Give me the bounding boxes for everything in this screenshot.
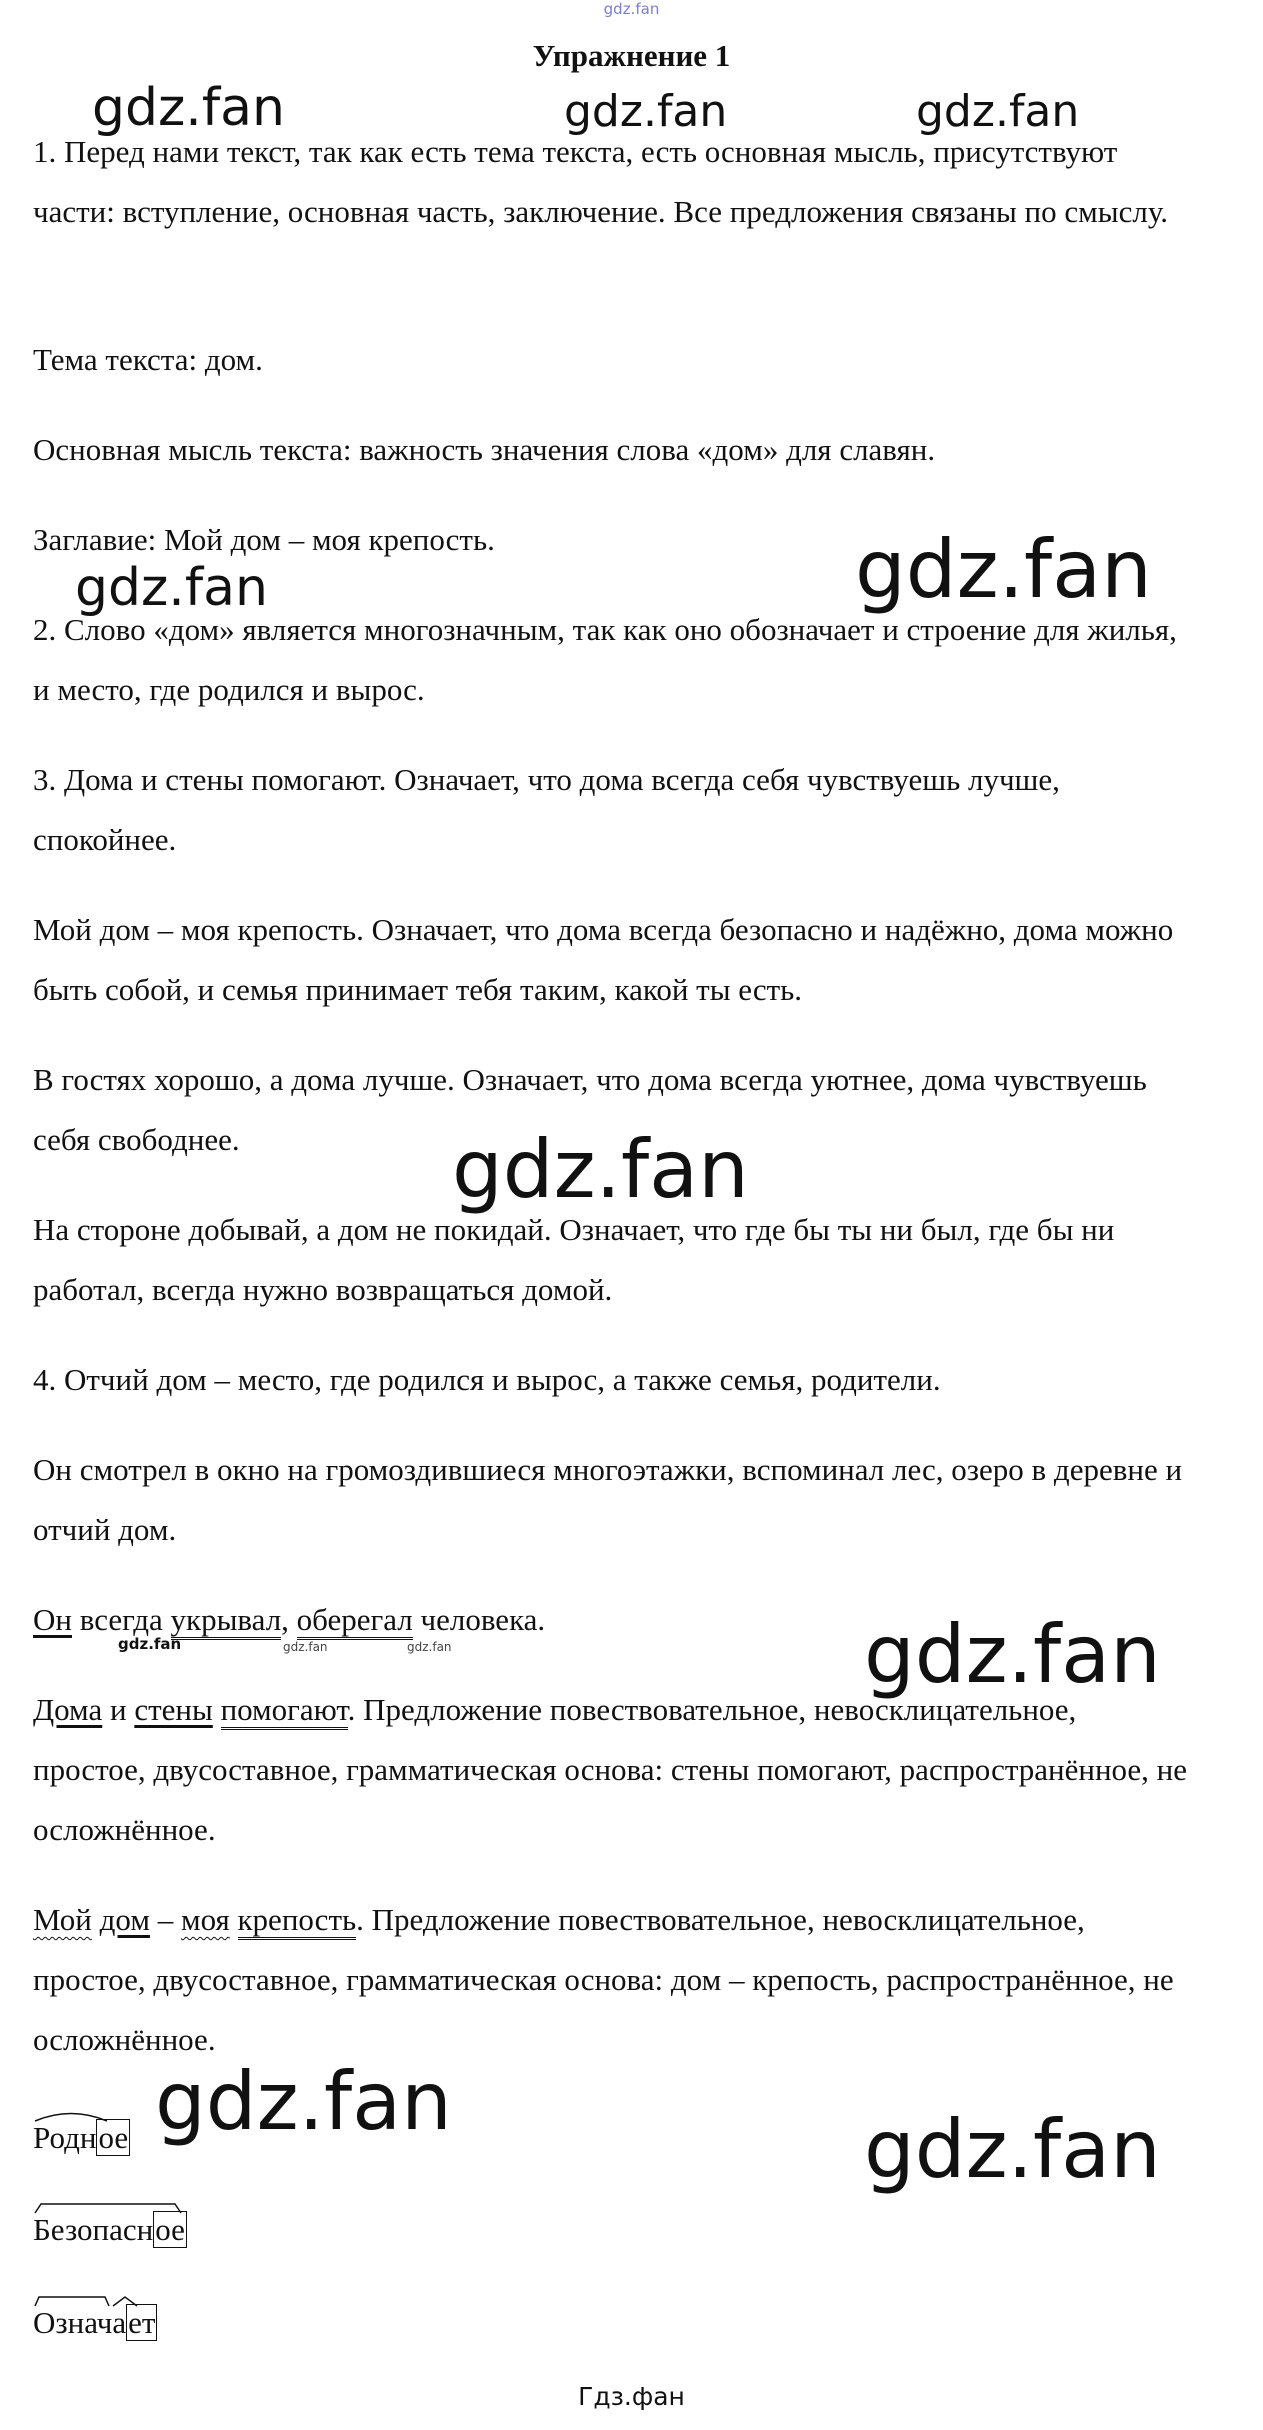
word-ending: ое	[98, 2120, 129, 2155]
paragraph-heading: Заглавие: Мой дом – моя крепость.	[33, 522, 495, 557]
paragraph-task-4: 4. Отчий дом – место, где родился и вырос, а также семья, родители.	[33, 1362, 941, 1397]
paragraph-proverb-4: На стороне добывай, а дом не покидай. Означает, что где бы ты ни был, где бы ни работал, всегда нужно возвращаться домой.	[33, 1212, 1115, 1307]
sentence-parsed-1: Он всегда укрывал, оберегал человека.	[33, 1590, 1193, 1650]
subject-word: стены	[134, 1692, 213, 1727]
word-root: Родн	[33, 2118, 96, 2158]
watermark: gdz.fan	[452, 1123, 749, 1216]
subject-word: дом	[99, 1902, 150, 1937]
watermark: gdz.fan	[92, 78, 285, 138]
watermark: gdz.fan	[75, 558, 268, 618]
watermark: gdz.fan	[155, 2055, 452, 2148]
morpheme-word-2	[33, 2210, 187, 2250]
word-ending: ое	[155, 2212, 185, 2247]
paragraph-topic: Тема текста: дом.	[33, 342, 263, 377]
watermark: gdz.fan	[864, 2103, 1161, 2196]
word-root: Безопасн	[33, 2210, 153, 2250]
attribute-word: моя	[180, 1902, 230, 1937]
watermark: gdz.fan	[407, 1640, 452, 1654]
paragraph-example-sentence: Он смотрел в окно на громоздившиеся многоэтажки, вспоминал лес, озеро в деревне и отчий дом.	[33, 1452, 1183, 1547]
paragraph-task-2: 2. Слово «дом» является многозначным, так как оно обозначает и строение для жилья, и место, где родился и вырос.	[33, 612, 1177, 707]
subject-word: Он	[33, 1602, 72, 1637]
page-title: Упражнение 1	[532, 38, 731, 73]
watermark: gdz.fan	[855, 523, 1152, 616]
paragraph-task-1: 1. Перед нами текст, так как есть тема текста, есть основная мысль, присутствуют части: вступление, основная часть, заключение. Все предложения связаны по смыслу.	[33, 134, 1168, 229]
paragraph-proverb-3: В гостях хорошо, а дома лучше. Означает, что дома всегда уютнее, дома чувствуешь себя свободнее.	[33, 1062, 1147, 1157]
morpheme-word-1	[33, 2118, 130, 2158]
watermark: gdz.fan	[916, 86, 1080, 137]
sentence-parsed-2: Дома и стены помогают. Предложение повествовательное, невосклицательное, простое, двусоставное, грамматическая основа: стены помогают, распространённое, не осложнённое.	[33, 1692, 1188, 1847]
word-root: Означа	[33, 2303, 126, 2343]
predicate-word: крепость	[238, 1902, 357, 1940]
morpheme-word-3	[33, 2303, 157, 2343]
watermark: gdz.fan	[283, 1640, 328, 1654]
attribute-word: Мой	[33, 1902, 92, 1937]
subject-word: Дома	[33, 1692, 103, 1727]
watermark: gdz.fan	[118, 1635, 182, 1653]
top-watermark: gdz.fan	[603, 0, 660, 18]
paragraph-main-idea: Основная мысль текста: важность значения слова «дом» для славян.	[33, 432, 936, 467]
watermark: gdz.fan	[564, 86, 728, 137]
page-footer: Гдз.фан	[578, 2382, 685, 2411]
predicate-word: помогают	[221, 1692, 348, 1730]
watermark: gdz.fan	[864, 1608, 1161, 1701]
paragraph-proverb-2: Мой дом – моя крепость. Означает, что дома всегда безопасно и надёжно, дома можно быть собой, и семья принимает тебя таким, какой ты есть.	[33, 912, 1174, 1007]
predicate-word: оберегал	[297, 1602, 413, 1640]
sentence-parsed-3: Мой дом – моя крепость. Предложение повествовательное, невосклицательное, простое, двусоставное, грамматическая основа: дом – крепость, распространённое, не осложнённое.	[33, 1902, 1174, 2057]
predicate-word: укрывал	[171, 1602, 282, 1640]
word-ending: ет	[128, 2305, 156, 2340]
paragraph-task-3: 3. Дома и стены помогают. Означает, что дома всегда себя чувствуешь лучше, спокойнее.	[33, 762, 1060, 857]
